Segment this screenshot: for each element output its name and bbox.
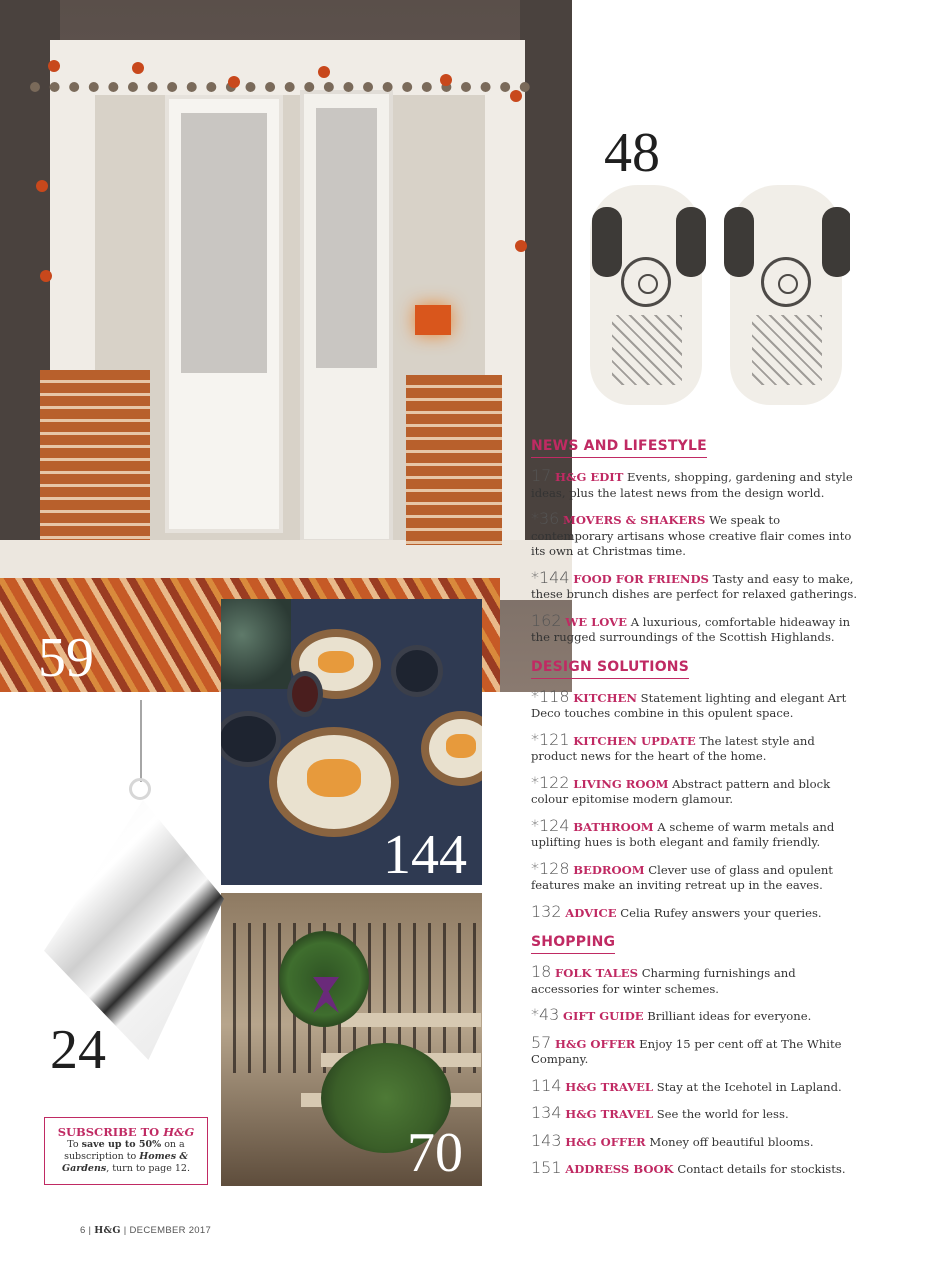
entry-description: Celia Rufey answers your queries. <box>620 905 822 920</box>
entry-description: Statement lighting and elegant Art Deco touches combine in this opulent space. <box>531 690 847 720</box>
figure-number-dogs: 48 <box>604 122 660 184</box>
entry-page-number: 143 <box>531 1130 562 1150</box>
contents-entry[interactable] <box>531 815 861 851</box>
entry-description: Clever use of glass and opulent features make an inviting retreat up in the eaves. <box>531 862 833 892</box>
entry-page-number: *124 <box>531 815 570 835</box>
entry-description: Charming furnishings and accessories for winter schemes. <box>531 966 796 996</box>
subscribe-text: To save up to 50% on a subscription to Homes & Gardens, turn to page 12. <box>61 1139 190 1174</box>
entry-title: KITCHEN UPDATE <box>573 733 696 748</box>
entry-page-number: 151 <box>531 1158 562 1177</box>
section-heading: NEWS AND LIFESTYLE <box>531 438 707 458</box>
entry-title: H&G TRAVEL <box>565 1079 653 1094</box>
entry-description: Money off beautiful blooms. <box>649 1134 814 1149</box>
contents-entry[interactable] <box>531 567 861 603</box>
entry-description: A luxurious, comfortable hideaway in the rugged surroundings of the Scottish Highlands. <box>531 614 851 644</box>
entry-page-number: 114 <box>531 1075 562 1095</box>
entry-description: Abstract pattern and block colour epitomise modern glamour. <box>531 776 831 806</box>
entry-description: Events, shopping, gardening and style ideas, plus the latest news from the design world. <box>531 470 853 500</box>
footer-issue: DECEMBER 2017 <box>129 1225 212 1236</box>
contents-entry[interactable] <box>531 964 861 997</box>
subscribe-title: SUBSCRIBE TO H&G <box>57 1125 195 1139</box>
entry-description: The latest style and product news for the heart of the home. <box>531 733 815 763</box>
page-number: 6 <box>80 1225 86 1236</box>
entry-title: H&G EDIT <box>555 470 624 484</box>
contents-entry[interactable] <box>531 1160 861 1178</box>
contents-entry[interactable] <box>531 772 861 808</box>
entry-title: BATHROOM <box>573 819 654 834</box>
contents-entry[interactable] <box>531 468 861 501</box>
contents-entry[interactable] <box>531 610 861 646</box>
footer-brand: H&G <box>94 1225 121 1236</box>
contents-entry[interactable] <box>531 1105 861 1123</box>
figure-number-ornament: 24 <box>50 1019 106 1081</box>
entry-page-number: *43 <box>531 1005 560 1024</box>
entry-description: A scheme of warm metals and uplifting hues is both elegant and family friendly. <box>531 819 835 849</box>
entry-page-number: *36 <box>531 509 560 528</box>
entry-page-number: *118 <box>531 686 570 706</box>
entry-description: Tasty and easy to make, these brunch dishes are perfect for relaxed gatherings. <box>531 571 858 601</box>
staircase-wreath-photo <box>221 893 482 1186</box>
entry-page-number: 17 <box>531 466 552 485</box>
entry-page-number: *128 <box>531 858 570 878</box>
entry-title: GIFT GUIDE <box>563 1009 644 1023</box>
entry-page-number: 57 <box>531 1032 552 1052</box>
contents-entry[interactable] <box>531 858 861 894</box>
entry-description: Enjoy 15 per cent off at The White Company. <box>531 1036 842 1066</box>
entry-title: FOLK TALES <box>555 966 638 980</box>
entry-title: ADDRESS BOOK <box>565 1162 674 1176</box>
entry-description: We speak to contemporary artisans whose creative flair comes into its own at Christmas time. <box>531 513 852 558</box>
section-heading: SHOPPING <box>531 934 615 954</box>
entry-title: KITCHEN <box>573 690 637 705</box>
entry-title: BEDROOM <box>573 862 645 877</box>
figure-number-stairs: 70 <box>407 1122 463 1184</box>
contents-entry[interactable] <box>531 1007 861 1025</box>
entry-page-number: 132 <box>531 901 562 921</box>
contents-entry[interactable] <box>531 686 861 722</box>
figure-number-hall: 59 <box>38 627 94 689</box>
entry-description: Stay at the Icehotel in Lapland. <box>656 1079 842 1094</box>
contents-list <box>531 435 861 1188</box>
contents-entry[interactable] <box>531 1032 861 1068</box>
entry-title: LIVING ROOM <box>573 776 669 791</box>
contents-entry[interactable] <box>531 901 861 922</box>
brunch-food-photo <box>221 599 482 885</box>
subscribe-box[interactable] <box>44 1117 208 1185</box>
entry-page-number: *121 <box>531 729 570 749</box>
contents-entry[interactable] <box>531 1075 861 1096</box>
contents-entry[interactable] <box>531 511 861 560</box>
hallway-photo <box>0 0 572 692</box>
ceramic-dogs-photo <box>582 175 850 405</box>
entry-page-number: *144 <box>531 567 570 587</box>
entry-page-number: *122 <box>531 772 570 792</box>
entry-title: WE LOVE <box>565 614 628 629</box>
entry-description: Contact details for stockists. <box>677 1162 846 1176</box>
entry-page-number: 18 <box>531 962 552 981</box>
entry-title: H&G OFFER <box>565 1134 646 1149</box>
entry-title: ADVICE <box>565 905 617 920</box>
entry-title: H&G TRAVEL <box>565 1107 653 1121</box>
entry-page-number: 162 <box>531 610 562 630</box>
entry-description: See the world for less. <box>656 1107 789 1121</box>
entry-title: MOVERS & SHAKERS <box>563 513 706 527</box>
entry-title: FOOD FOR FRIENDS <box>573 571 709 586</box>
entry-page-number: 134 <box>531 1103 562 1122</box>
page-footer: 6 | H&G | DECEMBER 2017 <box>80 1225 212 1236</box>
section-heading: DESIGN SOLUTIONS <box>531 659 689 679</box>
entry-title: H&G OFFER <box>555 1036 636 1051</box>
entry-description: Brilliant ideas for everyone. <box>647 1009 812 1023</box>
figure-number-food: 144 <box>383 824 467 885</box>
contents-entry[interactable] <box>531 1130 861 1151</box>
contents-entry[interactable] <box>531 729 861 765</box>
